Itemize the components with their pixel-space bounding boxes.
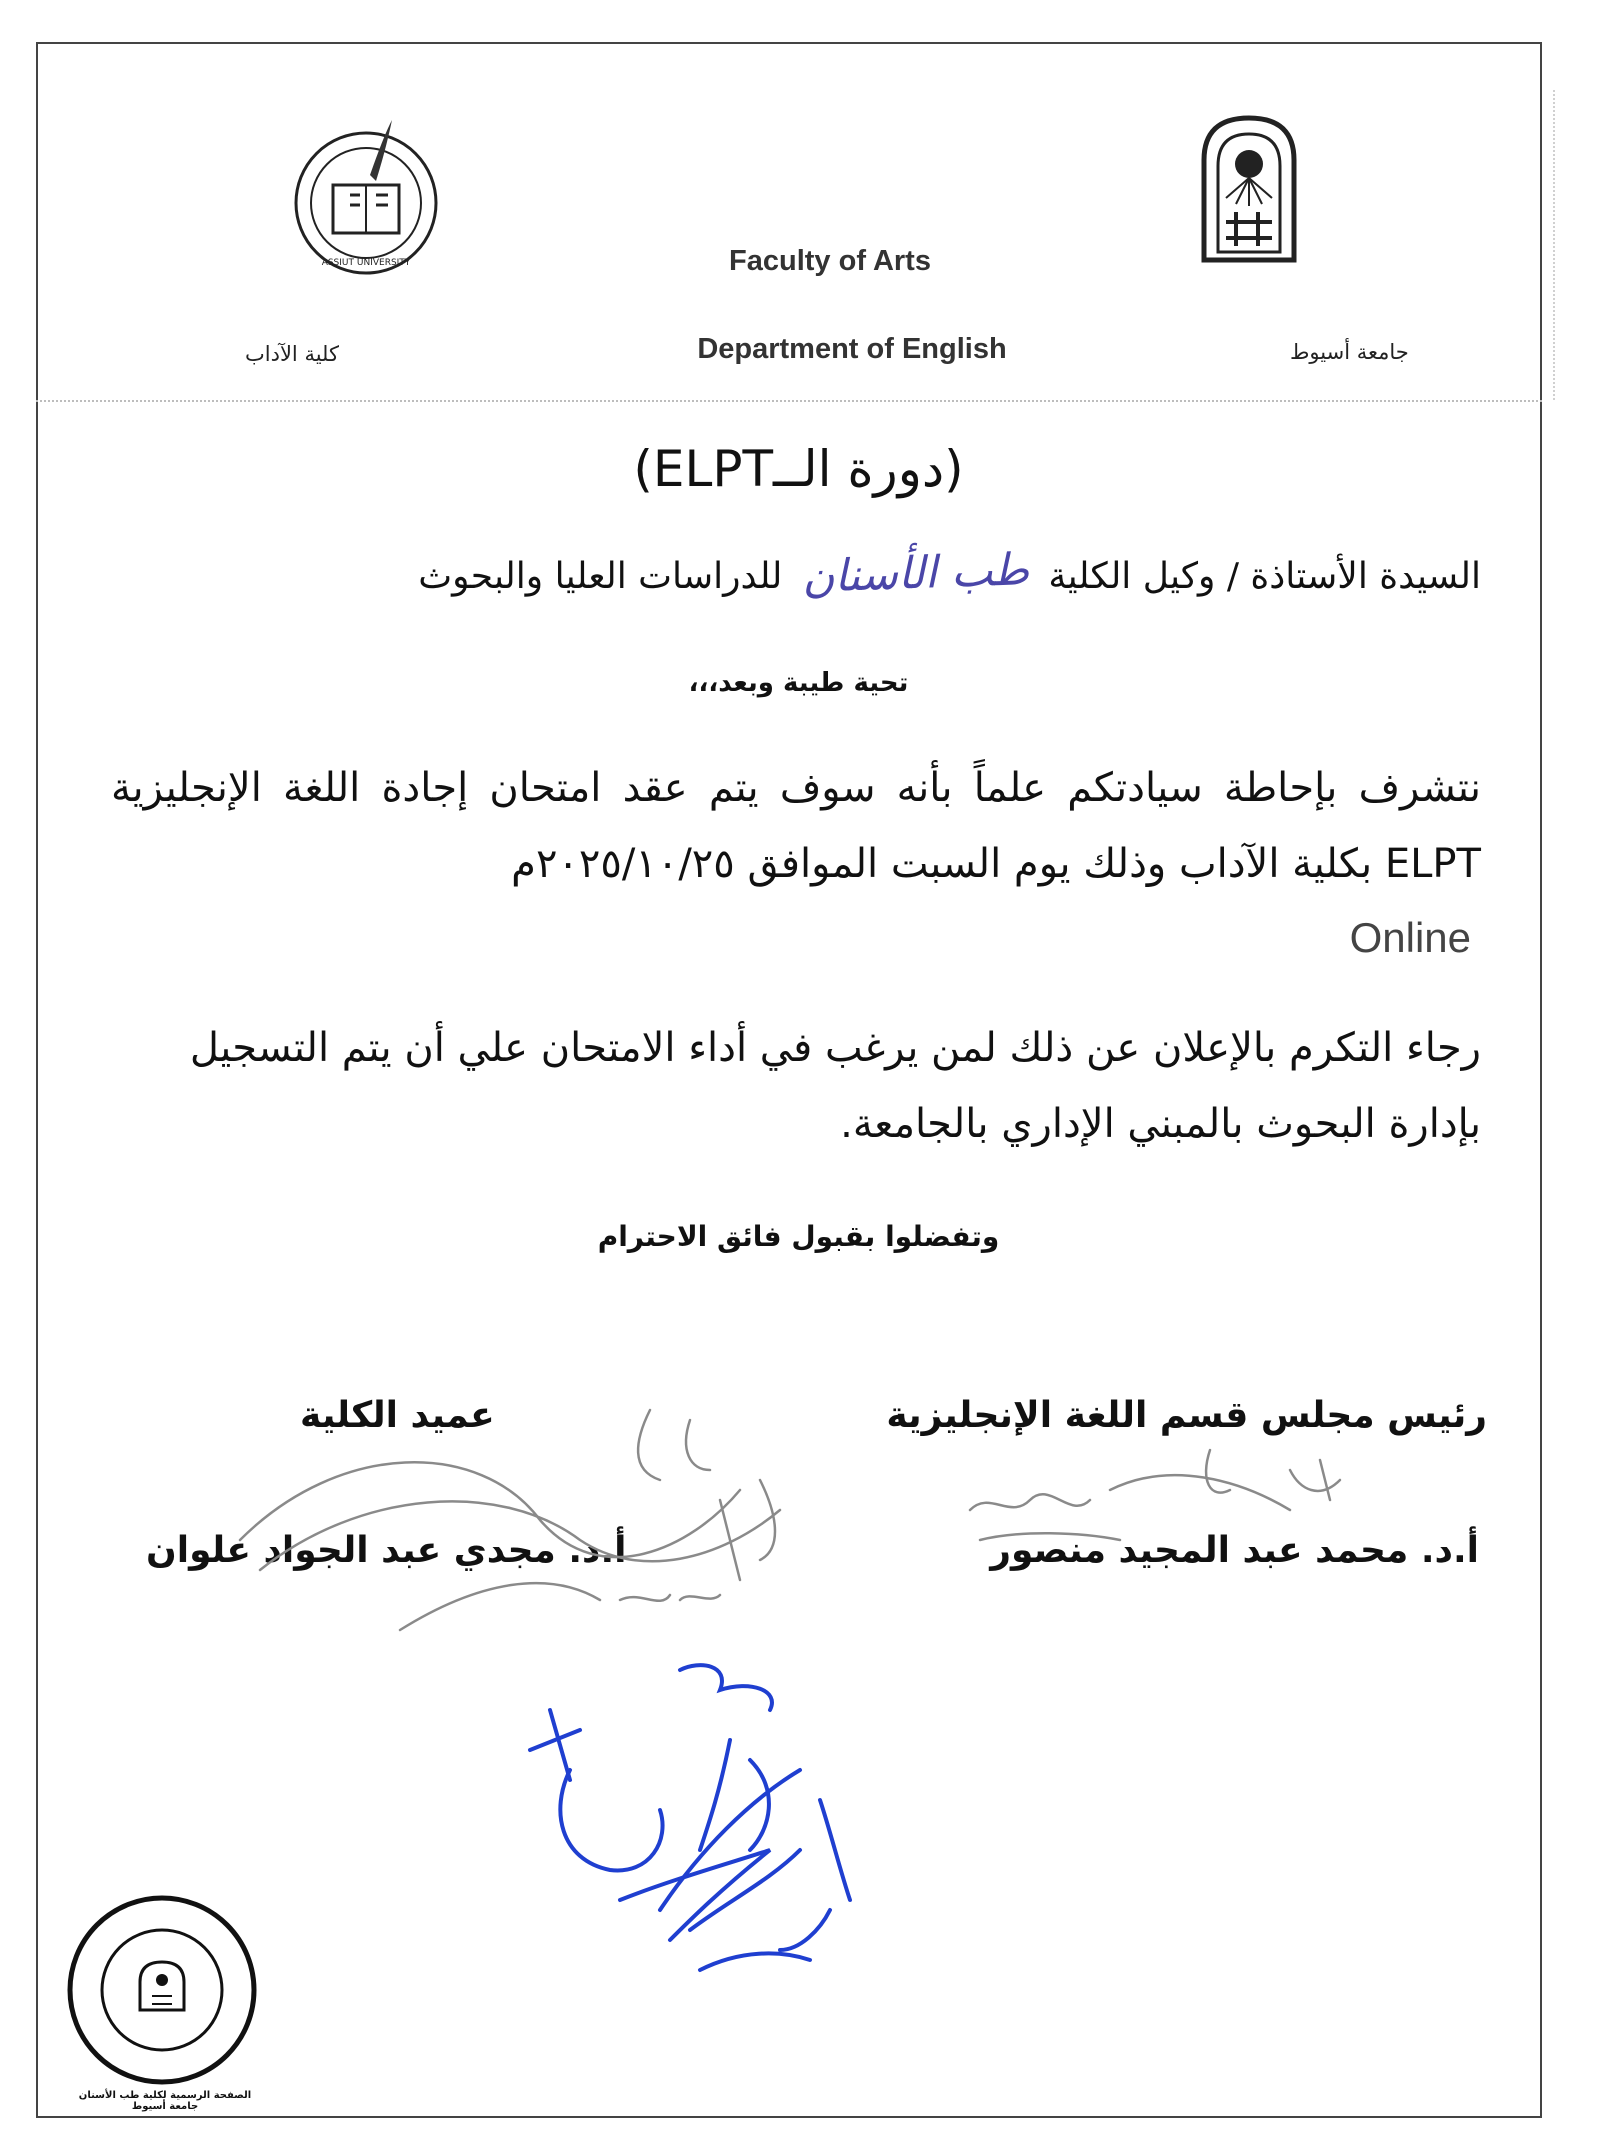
department-head-signature [960, 1440, 1380, 1550]
recipient-suffix: للدراسات العليا والبحوث [418, 556, 783, 597]
faculty-name-ar: كلية الآداب [245, 342, 339, 366]
header-divider [36, 400, 1542, 404]
department-head-title: رئيس مجلس قسم اللغة الإنجليزية [886, 1395, 1487, 1436]
department-head-name: أ.د. محمد عبد المجيد منصور [990, 1530, 1479, 1571]
approval-signature-blue [520, 1650, 900, 2010]
handwritten-faculty-name: طب الأسنان [800, 544, 1030, 603]
letter-title: (دورة الــELPT) [633, 440, 964, 498]
university-name-ar: جامعة أسيوط [1290, 340, 1409, 364]
assiut-university-logo [1196, 112, 1302, 262]
exam-mode-online: Online [1349, 914, 1471, 961]
dean-title: عميد الكلية [300, 1395, 495, 1436]
recipient-line [418, 544, 1481, 603]
greeting: تحية طيبة وبعد،،، [688, 668, 909, 698]
dean-name: أ.د. مجدي عبد الجواد علوان [146, 1530, 627, 1571]
department-title-en: Department of English [697, 333, 1007, 365]
scan-edge-mark [1549, 90, 1555, 400]
faculty-of-arts-logo [288, 115, 444, 280]
faculty-title-en: Faculty of Arts [729, 245, 931, 277]
dean-signature [220, 1400, 860, 1660]
logo-ring-text: ASSIUT UNIVERSITY [321, 258, 411, 268]
official-stamp [62, 1890, 262, 2090]
closing-line: وتفضلوا بقبول فائق الاحترام [597, 1220, 1000, 1253]
stamp-text: الصفحة الرسمية لكلية طب الأسنان جامعة أسيوط [78, 2090, 252, 2112]
paragraph-exam-announcement: نتشرف بإحاطة سيادتكم علماً بأنه سوف يتم عقد امتحان إجادة اللغة الإنجليزية ELPT بكلية الآداب وذلك يوم السبت الموافق ٢٠٢٥/١٠/٢٥م [111, 765, 1481, 887]
recipient-prefix: السيدة الأستاذة / وكيل الكلية [1048, 556, 1481, 597]
paragraph-registration: رجاء التكرم بالإعلان عن ذلك لمن يرغب في أداء الامتحان علي أن يتم التسجيل بإدارة البحوث بالمبني الإداري بالجامعة. [189, 1025, 1481, 1147]
